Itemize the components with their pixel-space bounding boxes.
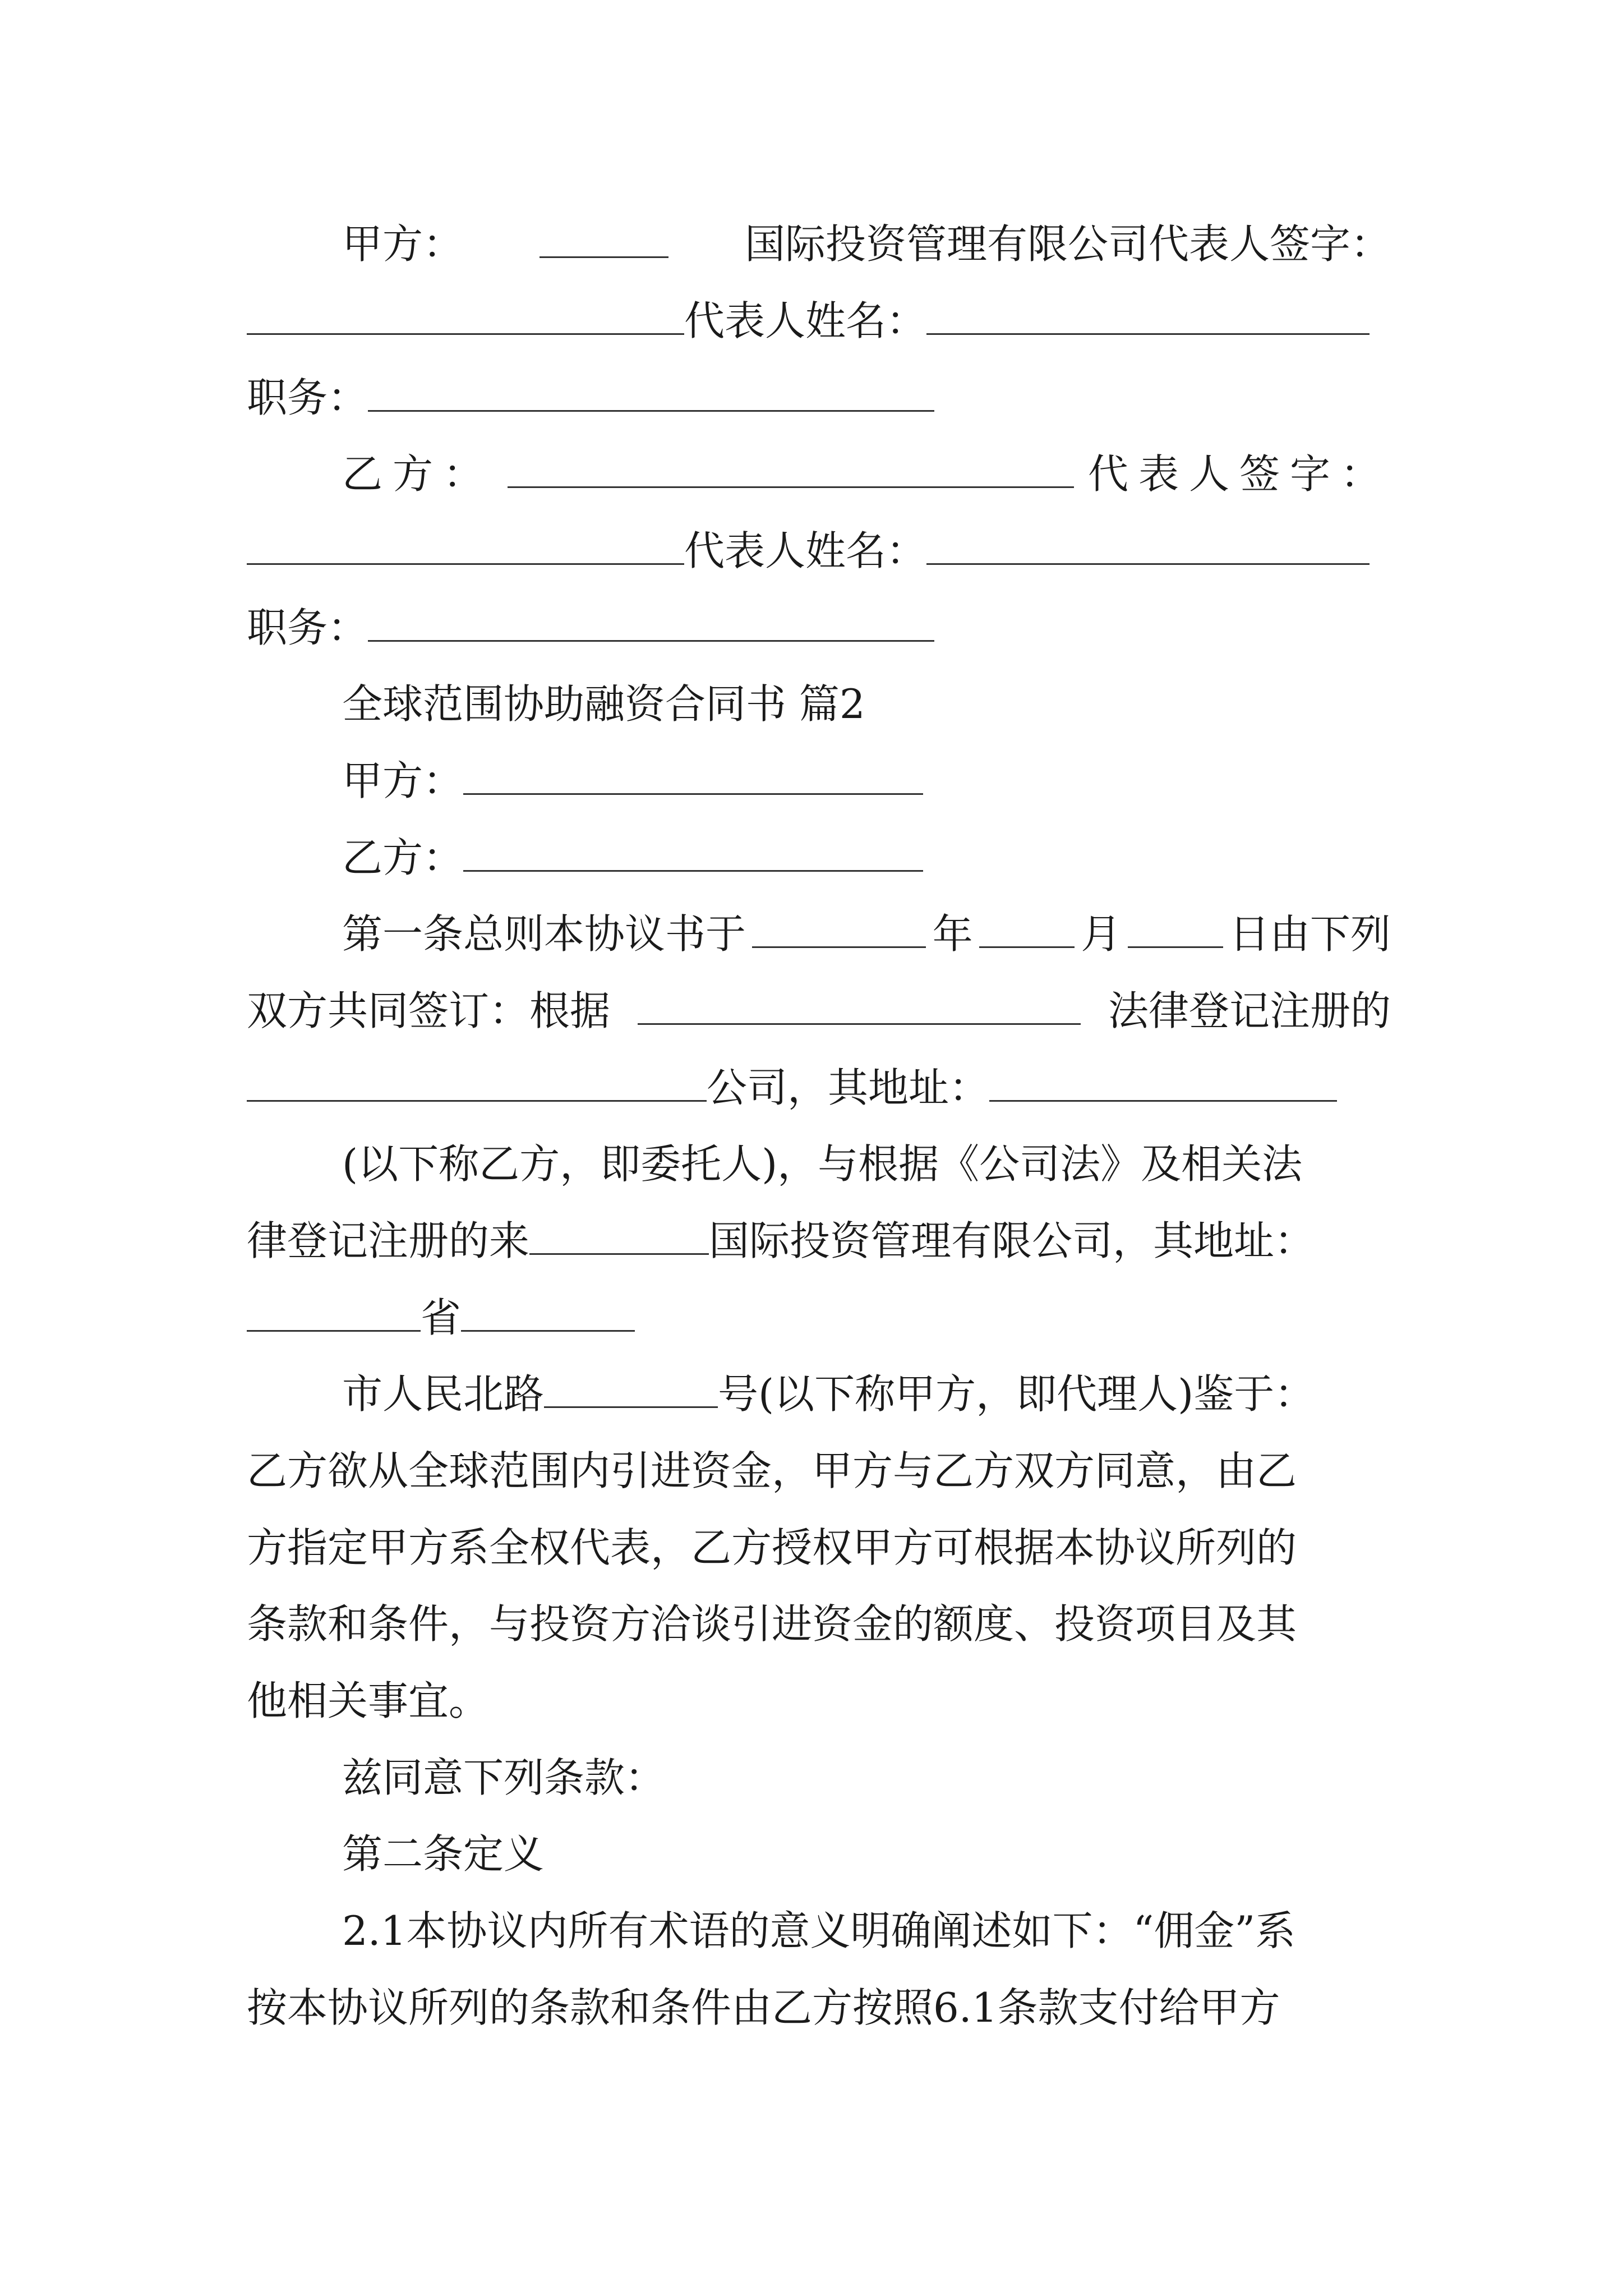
article-1-line xyxy=(247,903,1391,965)
province-after-blank xyxy=(461,1294,635,1332)
party-b-rep-name-label: 代表人姓名： xyxy=(684,527,927,574)
contract-party-b-blank xyxy=(463,834,923,872)
article-2-heading xyxy=(247,1823,1391,1885)
day-blank xyxy=(1128,910,1223,948)
paragraph-text-18: 方指定甲方系全权代表，乙方授权甲方可根据本协议所列的 xyxy=(247,1524,1297,1571)
paragraph-text-14a: 律登记注册的来 xyxy=(247,1217,530,1264)
article-1-text-a: 第一条总则本协议书于 xyxy=(342,910,746,958)
party-b-signature-blank xyxy=(247,527,684,565)
paragraph-line-18 xyxy=(247,1517,1391,1579)
party-b-position-blank xyxy=(368,604,934,642)
paragraph-text-14b: 国际投资管理有限公司，其地址： xyxy=(709,1217,1315,1264)
paragraph-text-17: 乙方欲从全球范围内引进资金，甲方与乙方双方同意，由乙 xyxy=(247,1447,1297,1494)
company-address-label: 公司，其地址： xyxy=(707,1064,990,1111)
company-address-blank xyxy=(989,1064,1337,1102)
paragraph-line-19 xyxy=(247,1593,1391,1655)
contract-party-b-label: 乙方： xyxy=(342,834,464,881)
party-b-rep-name-blank xyxy=(926,527,1370,565)
agree-text: 兹同意下列条款： xyxy=(342,1754,666,1801)
paragraph-line-14 xyxy=(247,1210,1391,1272)
paragraph-line-13 xyxy=(247,1133,1391,1195)
street-label: 市人民北路 xyxy=(342,1370,545,1418)
street-text: 号(以下称甲方，即代理人)鉴于： xyxy=(718,1370,1315,1418)
section-title-text: 全球范围协助融资合同书 篇2 xyxy=(342,680,865,728)
party-a-line xyxy=(247,213,1391,275)
signing-text-b: 法律登记注册的 xyxy=(1108,987,1391,1034)
agree-line xyxy=(247,1747,1391,1809)
company-address-line xyxy=(247,1057,1391,1119)
contract-party-a-label: 甲方： xyxy=(342,757,464,804)
paragraph-line-17 xyxy=(247,1440,1391,1502)
party-a-label: 甲方： xyxy=(342,220,464,268)
party-a-position-label: 职务： xyxy=(247,374,368,421)
contract-party-a-line xyxy=(247,750,1391,812)
signing-line xyxy=(247,980,1391,1042)
party-b-blank xyxy=(508,450,1074,488)
article-1-text-b: 日由下列 xyxy=(1229,910,1391,958)
party-b-signature-label: 代表人签字： xyxy=(1087,450,1391,498)
section-title xyxy=(247,673,1391,735)
month-label: 月 xyxy=(1081,910,1122,958)
month-blank xyxy=(979,910,1075,948)
party-a-rep-name-label: 代表人姓名： xyxy=(684,297,927,344)
contract-party-a-blank xyxy=(463,757,923,795)
article-2-heading-text: 第二条定义 xyxy=(342,1830,545,1878)
definition-line-24 xyxy=(247,1977,1391,2039)
province-blank xyxy=(247,1294,421,1332)
company-name-blank xyxy=(247,1064,707,1102)
province-label: 省 xyxy=(421,1294,462,1341)
party-b-position-label: 职务： xyxy=(247,604,368,651)
definition-line-23 xyxy=(247,1900,1391,1962)
definition-text-23: 2.1本协议内所有术语的意义明确阐述如下：“佣金”系 xyxy=(342,1907,1296,1954)
party-a-position-line xyxy=(247,367,1391,429)
party-a-rep-name-line xyxy=(247,290,1391,352)
party-b-position-line xyxy=(247,597,1391,659)
province-line xyxy=(247,1287,1391,1349)
party-a-rep-name-blank xyxy=(926,297,1370,335)
party-b-line xyxy=(247,443,1391,505)
party-a-signature-blank xyxy=(247,297,684,335)
party-a-company-signature-label: 国际投资管理有限公司代表人签字： xyxy=(744,220,1391,268)
city-blank xyxy=(529,1217,709,1255)
party-a-blank xyxy=(540,220,668,258)
street-number-blank xyxy=(544,1370,718,1408)
paragraph-text-20: 他相关事宜。 xyxy=(247,1677,490,1724)
definition-text-24: 按本协议所列的条款和条件由乙方按照6.1条款支付给甲方 xyxy=(247,1984,1280,2031)
party-a-position-blank xyxy=(368,374,934,412)
year-blank xyxy=(752,910,926,948)
street-line xyxy=(247,1363,1391,1425)
law-blank xyxy=(638,987,1081,1025)
paragraph-text-19: 条款和条件，与投资方洽谈引进资金的额度、投资项目及其 xyxy=(247,1600,1297,1648)
party-b-label: 乙方： xyxy=(342,450,494,498)
year-label: 年 xyxy=(932,910,973,958)
signing-text-a: 双方共同签订：根据 xyxy=(247,987,611,1034)
paragraph-text-13: (以下称乙方，即委托人)，与根据《公司法》及相关法 xyxy=(342,1140,1303,1188)
contract-party-b-line xyxy=(247,827,1391,889)
paragraph-line-20 xyxy=(247,1670,1391,1732)
party-b-rep-name-line xyxy=(247,520,1391,582)
